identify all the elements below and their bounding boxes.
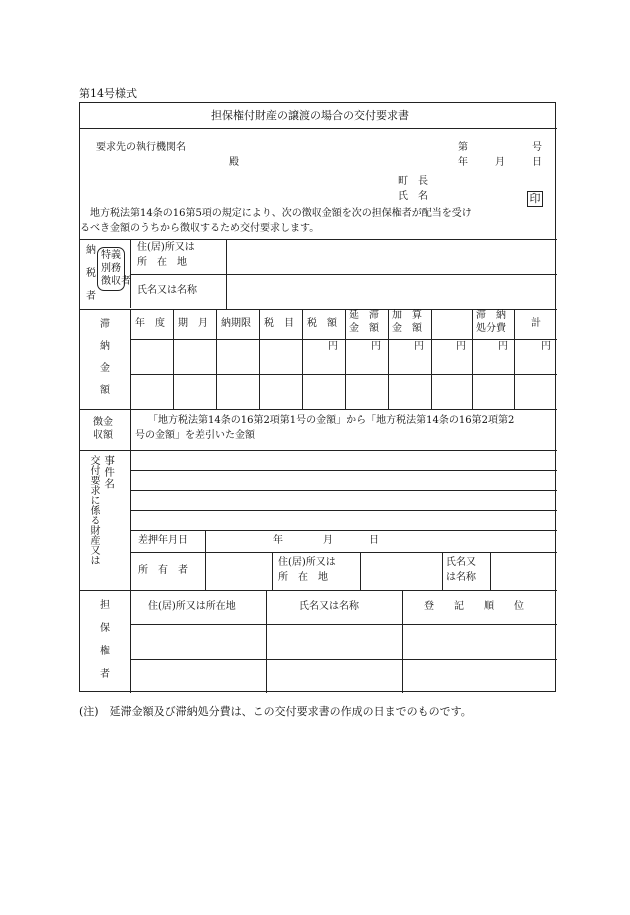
yen-unit: 円 xyxy=(498,341,508,352)
yen-unit: 円 xyxy=(328,341,338,352)
divider xyxy=(205,552,206,590)
divider xyxy=(130,590,131,693)
divider xyxy=(80,590,557,591)
footnote: (注) 延滞金額及び滞納処分費は、この交付要求書の作成の日までのものです。 xyxy=(79,705,472,718)
divider xyxy=(130,470,557,471)
recipient-label: 要求先の執行機関名 xyxy=(96,142,186,153)
security-col-name: 氏名又は名称 xyxy=(299,601,359,612)
divider xyxy=(130,510,557,511)
divider xyxy=(130,659,557,660)
date-nen: 年 xyxy=(458,157,468,168)
body-text-2: るべき金額のうちから徴収するため交付要求します。 xyxy=(80,223,320,234)
divider xyxy=(272,552,273,590)
divider xyxy=(226,274,227,309)
owner-address-label-1: 住(居)所又は xyxy=(278,557,336,568)
yen-unit: 円 xyxy=(456,341,466,352)
divider xyxy=(80,409,557,410)
divider xyxy=(431,309,432,409)
divider xyxy=(130,490,557,491)
divider xyxy=(130,552,557,553)
col-kei: 計 xyxy=(531,318,541,329)
delinquent-label-1: 滞 xyxy=(100,319,110,330)
divider xyxy=(472,309,473,409)
security-col-rank: 登 記 順 位 xyxy=(424,601,524,612)
divider xyxy=(302,309,303,409)
collection-label-2: 収額 xyxy=(93,430,113,441)
col-nokigen: 納期限 xyxy=(221,318,251,329)
taxpayer-label-zei: 税 xyxy=(86,268,96,279)
body-text-1: 地方税法第14条の16第5項の規定により、次の徴収金額を次の担保権者が配当を受け xyxy=(90,208,472,219)
divider xyxy=(80,239,557,240)
divider xyxy=(266,590,267,693)
seized-tsuki: 月 xyxy=(323,535,333,546)
divider xyxy=(130,450,131,590)
divider xyxy=(173,309,174,409)
collection-label-1: 徴金 xyxy=(93,417,113,428)
divider xyxy=(226,239,227,274)
taxpayer-paren-1: 特義 xyxy=(101,250,121,261)
divider xyxy=(130,339,557,340)
security-label-1: 担 xyxy=(100,600,110,611)
col-zeigaku: 税 額 xyxy=(307,318,337,329)
mayor-label: 町 長 xyxy=(398,176,428,187)
divider xyxy=(80,128,557,129)
security-col-address: 住(居)所又は所在地 xyxy=(148,601,236,612)
seized-date-label: 差押年月日 xyxy=(138,535,188,546)
number-dai: 第 xyxy=(458,142,468,153)
date-hi: 日 xyxy=(532,157,542,168)
divider xyxy=(130,274,557,275)
col-kibetsu: 期 月 xyxy=(178,318,208,329)
security-label-2: 保 xyxy=(100,623,110,634)
taxpayer-name-label: 氏名又は名称 xyxy=(137,285,197,296)
divider xyxy=(80,450,557,451)
collection-text-1: 「地方税法第14条の16第2項第1号の金額」から「地方税法第14条の16第2項第2 xyxy=(148,415,515,426)
taxpayer-paren-2: 別務 xyxy=(101,263,121,274)
divider xyxy=(216,309,217,409)
divider xyxy=(402,590,403,693)
name-label: 氏 名 xyxy=(398,191,428,202)
date-tsuki: 月 xyxy=(495,157,505,168)
divider xyxy=(259,309,260,409)
col-entai-2: 金 額 xyxy=(349,323,379,334)
collection-text-2: 号の金額」を差引いた金額 xyxy=(135,430,255,441)
divider xyxy=(490,552,491,590)
taxpayer-address-label-2: 所 在 地 xyxy=(137,257,187,268)
seized-nen: 年 xyxy=(273,535,283,546)
divider xyxy=(130,409,131,450)
col-zeimoku: 税 目 xyxy=(264,318,294,329)
col-shobun-2: 処分費 xyxy=(476,323,506,334)
col-nendo: 年 度 xyxy=(135,318,165,329)
divider xyxy=(360,552,361,590)
dono-label: 殿 xyxy=(229,157,239,168)
divider xyxy=(514,309,515,409)
property-side-label-1: 交付要求に係る財産又は xyxy=(88,455,99,565)
col-entai-1: 延 滞 xyxy=(349,310,379,321)
security-label-4: 者 xyxy=(100,669,110,680)
divider xyxy=(130,374,557,375)
yen-unit: 円 xyxy=(541,341,551,352)
owner-address-label-2: 所 在 地 xyxy=(278,572,328,583)
divider xyxy=(130,309,131,409)
form-title: 担保権付財産の譲渡の場合の交付要求書 xyxy=(211,109,409,122)
delinquent-label-4: 額 xyxy=(100,385,110,396)
yen-unit: 円 xyxy=(414,341,424,352)
divider xyxy=(130,530,557,531)
delinquent-label-3: 金 xyxy=(100,363,110,374)
delinquent-label-2: 納 xyxy=(100,341,110,352)
seized-hi: 日 xyxy=(369,535,379,546)
taxpayer-label-sha: 者 xyxy=(86,291,96,302)
taxpayer-label-nou: 納 xyxy=(86,245,96,256)
divider xyxy=(205,530,206,552)
paren-bracket xyxy=(97,247,125,291)
owner-name-label-2: は名称 xyxy=(446,572,476,583)
property-side-label-2: 事件名 xyxy=(103,455,116,490)
form-number: 第14号様式 xyxy=(79,87,137,100)
seal-mark: 印 xyxy=(527,189,543,207)
divider xyxy=(442,552,443,590)
col-kasan-1: 加 算 xyxy=(392,310,422,321)
owner-label: 所 有 者 xyxy=(138,565,188,576)
taxpayer-paren-3: 徴収者 xyxy=(101,276,131,287)
number-go: 号 xyxy=(532,142,542,153)
col-shobun-1: 滞 納 xyxy=(476,310,506,321)
security-label-3: 権 xyxy=(100,646,110,657)
taxpayer-address-label-1: 住(居)所又は xyxy=(137,242,195,253)
divider xyxy=(130,624,557,625)
owner-name-label-1: 氏名又 xyxy=(446,557,476,568)
divider xyxy=(388,309,389,409)
form-frame xyxy=(79,102,556,692)
col-kasan-2: 金 額 xyxy=(392,323,422,334)
divider xyxy=(345,309,346,409)
yen-unit: 円 xyxy=(371,341,381,352)
